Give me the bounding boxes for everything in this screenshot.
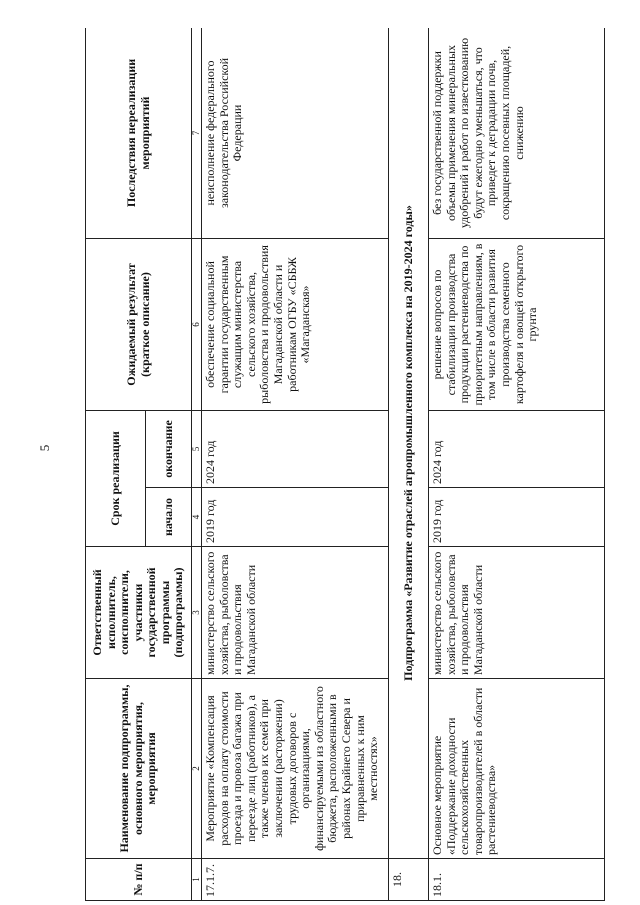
row-18-1-responsible: министерство сельского хозяйства, рыболовства и продовольствия Магаданской области [429,547,605,679]
subprogram-num: 18. [389,859,429,901]
row-18-1-result: решение вопросов по стабилизации производства продукции растениеводства по приоритетным направлениям, в том числе в области развития производства семенного картофеля и овощей открытого грунта [429,238,605,410]
row-18-1-start: 2019 год [429,488,605,547]
header-num: № п/п [86,859,192,901]
row-17-1-7-num: 17.1.7. [202,859,389,901]
row-18-1-num: 18.1. [429,859,605,901]
col-index-7: 7 [192,28,202,238]
row-17-1-7-responsible: министерство сельского хозяйства, рыболовства и продовольствия Магаданской области [202,547,389,679]
table-row [202,28,389,901]
row-18-1-end: 2024 год [429,410,605,487]
row-18-1-name: Основное мероприятие «Поддержание доходности сельскохозяйственных товаропроизводителей в области растениеводства» [429,679,605,859]
header-name: Наименование подпрограммы, основного мероприятия, мероприятия [86,679,192,859]
subprogram-title: Подпрограмма «Развитие отраслей агропромышленного комплекса на 2019-2024 годы» [389,28,429,859]
header-end: окончание [146,410,192,487]
row-17-1-7-start: 2019 год [202,488,389,547]
header-responsible: Ответственный исполнитель, соисполнители, участники государственной программы (подпрограммы) [86,547,192,679]
row-17-1-7-result: обеспечение социальной гарантии государственным служащим министерства сельского хозяйства, рыболовства и продовольствия Магаданской области и работникам ОГБУ «СББЖ «Магаданская» [202,238,389,410]
col-index-5: 5 [192,410,202,487]
col-index-4: 4 [192,488,202,547]
col-index-3: 3 [192,547,202,679]
col-index-1: 1 [192,859,202,901]
table-rotator [85,28,605,901]
col-index-6: 6 [192,238,202,410]
row-18-1-consequences: без государственной поддержки объемы применения минеральных удобрений и работ по известкованию будут ежегодно уменьшаться, что приведет к деградации почв, сокращению посевных площадей, снижению [429,28,605,238]
header-start: начало [146,488,192,547]
subprogram-row [389,28,429,901]
page-number: 5 [37,444,52,452]
row-17-1-7-end: 2024 год [202,410,389,487]
program-table [85,28,605,901]
rotated-table-area [85,28,605,901]
header-result: Ожидаемый результат (краткое описание) [86,238,192,410]
table-row [429,28,605,901]
header-term: Срок реализации [86,410,146,546]
col-index-2: 2 [192,679,202,859]
row-17-1-7-name: Мероприятие «Компенсация расходов на оплату стоимости проезда и провоза багажа при переезде лиц (работников), а также членов их семей при заключении (расторжении) трудовых договоров с организациями, финансируемыми из областного бюджета, расположенными в районах Крайнего Севера и приравненных к ним местностях» [202,679,389,859]
header-consequences: Последствия нереализации мероприятий [86,28,192,238]
row-17-1-7-consequences: неисполнение федерального законодательства Российской Федерации [202,28,389,238]
